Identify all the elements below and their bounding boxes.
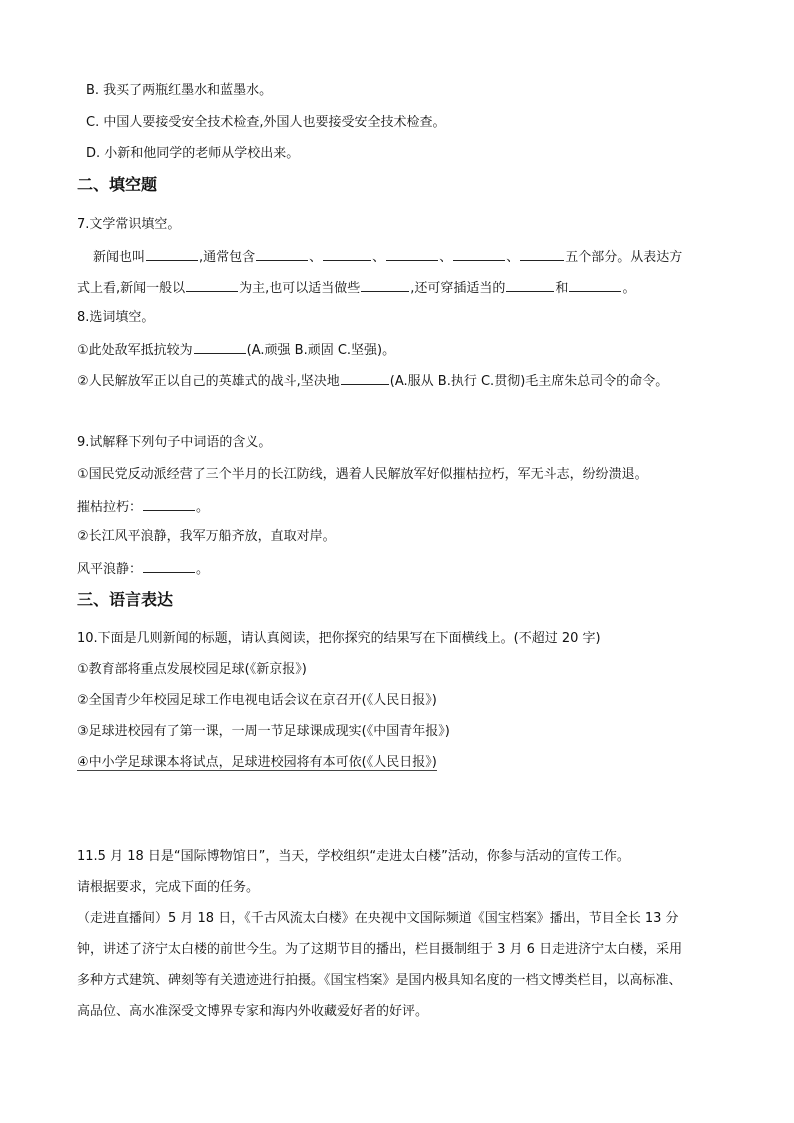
answer-blank[interactable] <box>341 371 389 385</box>
answer-blank[interactable] <box>386 247 438 261</box>
answer-blank[interactable] <box>453 247 505 261</box>
q9-sentence-2: ②长江风平浪静，我军万船齐放，直取对岸。 <box>77 529 336 544</box>
q7-line-1: 新闻也叫 ,通常包含 、 、 、 、 五个部分。从表达方 <box>93 247 682 267</box>
answer-blank[interactable] <box>143 497 195 511</box>
q9-word-2: 风平浪静： 。 <box>77 559 209 579</box>
q11-paragraph-line-1: （走进直播间）5 月 18 日，《千古风流太白楼》在央视中文国际频道《国宝档案》播出，节目全长 13 分 <box>77 911 679 926</box>
answer-blank[interactable] <box>506 278 554 292</box>
q7-line-2: 式上看,新闻一般以 为主,也可以适当做些 ,还可穿插适当的 和 。 <box>77 278 635 298</box>
q11-paragraph-line-2: 钟，讲述了济宁太白楼的前世今生。为了这期节目的播出，栏目摄制组于 3 月 6 日走进济宁太白楼，采用 <box>77 942 683 957</box>
q9-sentence-1: ①国民党反动派经营了三个半月的长江防线，遇着人民解放军好似摧枯拉朽，军无斗志，纷纷溃退。 <box>77 467 648 482</box>
q11-task: 请根据要求，完成下面的任务。 <box>77 880 260 895</box>
answer-blank[interactable] <box>520 247 564 261</box>
answer-blank[interactable] <box>146 247 198 261</box>
q6-option-d: D. 小新和他同学的老师从学校出来。 <box>86 146 300 161</box>
q11-paragraph-line-3: 多种方式建筑、碑刻等有关遗迹进行拍摄。《国宝档案》是国内极具知名度的一档文博类栏目，以高标准、 <box>77 973 682 988</box>
q11-stem: 11.5 月 18 日是“国际博物馆日”，当天，学校组织“走进太白楼”活动，你参与活动的宣传工作。 <box>77 849 630 864</box>
section-heading-expression: 三、语言表达 <box>77 590 174 609</box>
q9-stem: 9.试解释下列句子中词语的含义。 <box>77 435 272 450</box>
q10-stem: 10.下面是几则新闻的标题，请认真阅读，把你探究的结果写在下面横线上。(不超过 20 字) <box>77 631 601 646</box>
q8-item-2: ②人民解放军正以自己的英雄式的战斗,坚决地 (A.服从 B.执行 C.贯彻)毛主席朱总司令的命令。 <box>77 371 668 391</box>
q11-paragraph-line-4: 高品位、高水准深受文博界专家和海内外收藏爱好者的好评。 <box>77 1004 429 1019</box>
q10-headline-3: ③足球进校园有了第一课，一周一节足球课成现实(《中国青年报》) <box>77 724 450 739</box>
q10-headline-2: ②全国青少年校园足球工作电视电话会议在京召开(《人民日报》) <box>77 693 437 708</box>
answer-blank[interactable] <box>186 278 238 292</box>
answer-blank[interactable] <box>569 278 621 292</box>
q9-word-1: 摧枯拉朽： 。 <box>77 497 209 517</box>
answer-blank[interactable] <box>194 340 246 354</box>
answer-blank[interactable] <box>256 247 308 261</box>
q8-stem: 8.选词填空。 <box>77 310 155 325</box>
q8-item-1: ①此处敌军抵抗较为 (A.顽强 B.顽固 C.坚强)。 <box>77 340 395 360</box>
answer-blank[interactable] <box>143 559 195 573</box>
answer-blank[interactable] <box>361 278 409 292</box>
section-heading-fill-in: 二、填空题 <box>77 175 158 194</box>
q6-option-c: C. 中国人要接受安全技术检查,外国人也要接受安全技术检查。 <box>86 115 446 130</box>
q10-headline-4: ④中小学足球课本将试点，足球进校园将有本可依(《人民日报》) <box>77 755 437 770</box>
q7-stem: 7.文学常识填空。 <box>77 217 181 232</box>
q10-headline-1: ①教育部将重点发展校园足球(《新京报》) <box>77 662 307 677</box>
q6-option-b: B. 我买了两瓶红墨水和蓝墨水。 <box>86 83 273 98</box>
answer-blank[interactable] <box>323 247 371 261</box>
